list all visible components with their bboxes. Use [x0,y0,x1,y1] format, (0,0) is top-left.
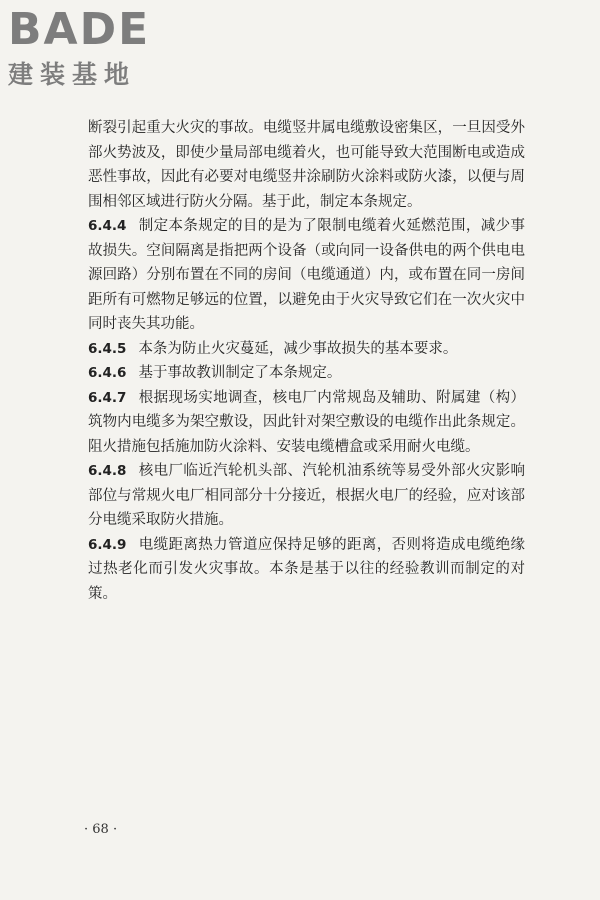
clause-6-4-5 [88,337,525,362]
clause-number: 6.4.6 [88,365,127,381]
clause-6-4-9 [88,533,525,607]
clause-text: 本条为防止火灾蔓延，减少事故损失的基本要求。 [138,340,458,357]
clause-6-4-8 [88,459,525,533]
clause-text: 制定本条规定的目的是为了限制电缆着火延燃范围，减少事故损失。空间隔离是指把两个设备（或向同一设备供电的两个供电电源回路）分别布置在不同的房间（电缆通道）内，或布置在同一房间距所有可燃物足够远的位置，以避免由于火灾导致它们在一次火灾中同时丧失其功能。 [88,218,525,332]
clause-number: 6.4.7 [88,389,127,406]
paragraph-text: 断裂引起重大火灾的事故。电缆竖井属电缆敷设密集区，一旦因受外部火势波及，即使少量局部电缆着火，也可能导致大范围断电或造成恶性事故，因此有必要对电缆竖井涂刷防火涂料或防火漆，以便与周围相邻区域进行防火分隔。基于此，制定本条规定。 [88,120,525,210]
clause-number: 6.4.5 [88,340,127,357]
clause-text: 基于事故教训制定了本条规定。 [138,365,342,381]
document-body [88,116,525,606]
paragraph-continuation [88,116,525,214]
page-number: · 68 · [84,822,118,837]
clause-text: 电缆距离热力管道应保持足够的距离，否则将造成电缆绝缘过热老化而引发火灾事故。本条是基于以往的经验教训而制定的对策。 [88,536,525,602]
logo [8,4,178,99]
clause-number: 6.4.8 [88,463,127,479]
clause-6-4-6 [88,361,525,386]
logo-wordmark: BADE [8,4,151,55]
clause-number: 6.4.4 [88,218,127,234]
clause-number: 6.4.9 [88,536,127,553]
clause-6-4-4 [88,214,525,337]
clause-6-4-7 [88,386,525,460]
logo-subtitle: 建装基地 [8,60,137,89]
clause-text: 核电厂临近汽轮机头部、汽轮机油系统等易受外部火灾影响部位与常规火电厂相同部分十分接近，根据火电厂的经验，应对该部分电缆采取防火措施。 [88,463,525,528]
clause-text: 根据现场实地调查，核电厂内常规岛及辅助、附属建（构）筑物内电缆多为架空敷设，因此针对架空敷设的电缆作出此条规定。阻火措施包括施加防火涂料、安装电缆槽盒或采用耐火电缆。 [88,389,525,455]
